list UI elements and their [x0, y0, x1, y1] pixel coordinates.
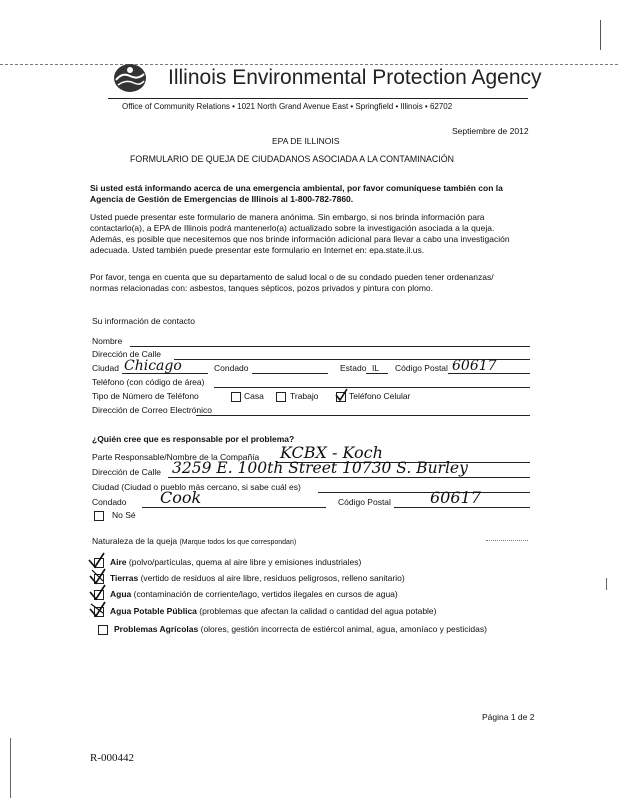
resp-zip-value[interactable]: 60617	[430, 488, 481, 507]
form-date: Septiembre de 2012	[452, 126, 529, 136]
nature-hint: (Marque todos los que correspondan)	[179, 539, 297, 546]
anon-note-line3: Además, es posible que necesitemos que nos brinde información adicional para llevar a cabo una investigación	[90, 234, 510, 244]
resp-city-field[interactable]	[318, 492, 530, 493]
emergency-note-line1: Si usted está informando acerca de una emergencia ambiental, por favor comuníquese también con la	[90, 183, 503, 193]
water-label-bold: Agua	[110, 589, 132, 599]
city-label: Ciudad	[92, 363, 119, 373]
resp-city-label: Ciudad (Ciudad o pueblo más cercano, si sabe cuál es)	[92, 482, 301, 492]
resp-zip-field[interactable]	[394, 507, 530, 508]
epa-heading: EPA DE ILLINOIS	[272, 136, 340, 146]
checkmark-icon	[89, 583, 107, 601]
page-number: Página 1 de 2	[482, 712, 535, 722]
scan-edge-mark	[606, 578, 608, 590]
anon-note-line4: adecuada. Usted también puede presentar este formulario en Internet en: epa.state.il.us.	[90, 245, 425, 255]
unknown-checkbox[interactable]	[94, 511, 104, 521]
email-field[interactable]	[196, 415, 530, 416]
anon-note-line1: Usted puede presentar este formulario de manera anónima. Sin embargo, si nos brinda información para	[90, 212, 485, 222]
drinking-water-label-bold: Agua Potable Pública	[110, 606, 197, 616]
county-field[interactable]	[252, 373, 328, 374]
zip-label: Código Postal	[395, 363, 448, 373]
agriculture-label-bold: Problemas Agrícolas	[114, 624, 199, 634]
agriculture-checkbox[interactable]	[98, 625, 108, 635]
bates-number: R-000442	[90, 752, 134, 764]
contact-heading: Su información de contacto	[92, 316, 196, 326]
state-label: Estado	[340, 363, 367, 373]
scan-edge-mark	[600, 20, 603, 50]
water-label-desc: (contaminación de corriente/lago, vertidos ilegales en cursos de agua)	[131, 589, 398, 599]
zip-value[interactable]: 60617	[452, 358, 497, 374]
state-value[interactable]: IL	[372, 363, 380, 373]
zip-field[interactable]	[448, 373, 530, 374]
unknown-label: No Sé	[112, 510, 136, 520]
scan-edge-mark	[10, 738, 12, 798]
checkmark-icon	[89, 600, 107, 618]
air-label	[110, 557, 361, 567]
phone-label: Teléfono (con código de área)	[92, 377, 205, 387]
agriculture-label	[114, 624, 487, 634]
party-value[interactable]: KCBX - Koch	[280, 443, 383, 462]
phone-home-label: Casa	[244, 391, 264, 401]
resp-street-label: Dirección de Calle	[92, 467, 161, 477]
agriculture-label-desc: (olores, gestión incorrecta de estiércol animal, agua, amoníaco y pesticidas)	[198, 624, 487, 634]
land-label-desc: (vertido de residuos al aire libre, residuos peligrosos, relleno sanitario)	[138, 573, 405, 583]
phone-field[interactable]	[214, 387, 530, 388]
emergency-note-line2: Agencia de Gestión de Emergencias de Illinois al 1-800-782-7860.	[90, 194, 354, 204]
drinking-water-label	[110, 606, 437, 616]
name-field[interactable]	[130, 346, 530, 347]
checkmark-icon	[334, 388, 348, 402]
phone-work-checkbox[interactable]	[276, 392, 286, 402]
agency-address: Office of Community Relations • 1021 North Grand Avenue East • Springfield • Illinois • 62702	[122, 102, 453, 111]
resp-street-value[interactable]: 3259 E. 100th Street 10730 S. Burley	[172, 459, 468, 477]
responsible-heading: ¿Quién cree que es responsable por el problema?	[92, 434, 295, 444]
name-label: Nombre	[92, 336, 123, 346]
resp-county-value[interactable]: Cook	[160, 488, 202, 507]
drinking-water-label-desc: (problemas que afectan la calidad o cantidad del agua potable)	[196, 606, 437, 616]
resp-zip-label: Código Postal	[338, 497, 391, 507]
header-rule	[108, 98, 528, 99]
local-note-line1: Por favor, tenga en cuenta que su departamento de salud local o de su condado pueden tener ordenanzas/	[90, 272, 494, 282]
land-label	[110, 573, 405, 583]
air-label-desc: (polvo/partículas, quema al aire libre y emisiones industriales)	[126, 557, 362, 567]
party-label: Parte Responsable/Nombre de la Compañía	[92, 452, 260, 462]
phone-type-label: Tipo de Número de Teléfono	[92, 391, 199, 401]
air-label-bold: Aire	[110, 557, 127, 567]
city-field[interactable]	[122, 373, 208, 374]
resp-street-field[interactable]	[168, 477, 530, 478]
resp-county-label: Condado	[92, 497, 127, 507]
nature-heading-text: Naturaleza de la queja	[92, 536, 178, 546]
nature-heading	[92, 536, 296, 546]
email-label: Dirección de Correo Electrónico	[92, 405, 212, 415]
anon-note-line2: contactarlo(a), a EPA de Illinois podrá mantenerlo(a) actualizado sobre la investigación asociada a la queja.	[90, 223, 495, 233]
state-field[interactable]	[366, 373, 388, 374]
form-title: FORMULARIO DE QUEJA DE CIUDADANOS ASOCIADA A LA CONTAMINACIÓN	[130, 154, 454, 164]
phone-cell-label: Teléfono Celular	[349, 391, 411, 401]
local-note-line2: normas relacionadas con: asbestos, tanques sépticos, pozos privados y pintura con plomo.	[90, 283, 434, 293]
scan-artifact-line	[0, 64, 618, 65]
county-label: Condado	[214, 363, 249, 373]
water-label	[110, 589, 398, 599]
scan-artifact-dots	[486, 540, 528, 541]
agency-logo	[112, 62, 148, 94]
city-value[interactable]: Chicago	[124, 358, 182, 374]
resp-county-field[interactable]	[142, 507, 326, 508]
street-label: Dirección de Calle	[92, 349, 161, 359]
land-label-bold: Tierras	[110, 573, 139, 583]
phone-home-checkbox[interactable]	[231, 392, 241, 402]
agency-name: Illinois Environmental Protection Agency	[168, 66, 542, 89]
phone-work-label: Trabajo	[290, 391, 319, 401]
